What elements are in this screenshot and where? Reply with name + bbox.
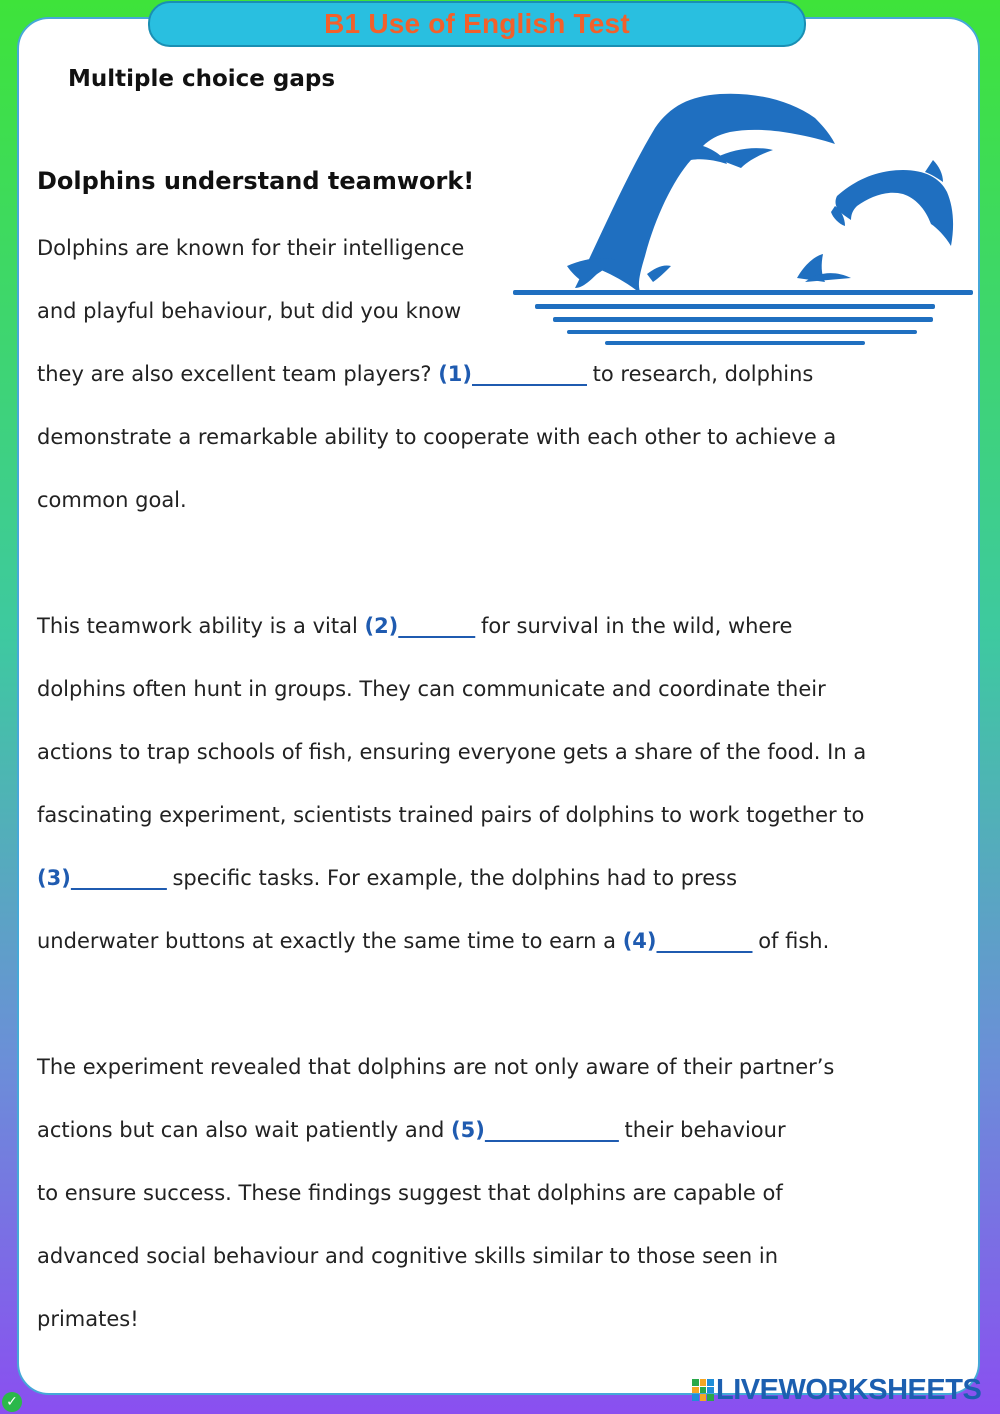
article-line xyxy=(37,614,792,638)
line-text: fascinating experiment, scientists trained pairs of dolphins to work together to xyxy=(37,803,865,827)
line-text: their behaviour xyxy=(617,1118,786,1142)
article-line xyxy=(37,425,836,449)
line-text: The experiment revealed that dolphins are not only aware of their partner’s xyxy=(37,1055,835,1079)
article-line xyxy=(37,1307,139,1331)
line-text: Dolphins are known for their intelligence xyxy=(37,236,465,260)
line-text: advanced social behaviour and cognitive skills similar to those seen in xyxy=(37,1244,779,1268)
article-heading: Dolphins understand teamwork! xyxy=(37,167,475,195)
gap-number: (4) xyxy=(622,929,657,953)
gap-answer-field[interactable]: __________ xyxy=(656,929,752,953)
line-text: of fish. xyxy=(751,929,830,953)
line-text: actions but can also wait patiently and xyxy=(37,1118,452,1142)
line-text: specific tasks. For example, the dolphins had to press xyxy=(165,866,738,890)
article-line xyxy=(37,236,464,260)
article-line xyxy=(37,1055,834,1079)
gap-answer-field[interactable]: ____________ xyxy=(472,362,586,386)
check-circle-icon: ✓ xyxy=(2,1392,22,1412)
article-line xyxy=(37,1181,783,1205)
article-line xyxy=(37,929,829,953)
logo-grid-icon xyxy=(692,1379,714,1401)
line-text: they are also excellent team players? xyxy=(37,362,439,386)
article-line xyxy=(37,299,461,323)
line-text: primates! xyxy=(37,1307,139,1331)
line-text: This teamwork ability is a vital xyxy=(37,614,365,638)
line-text: dolphins often hunt in groups. They can communicate and coordinate their xyxy=(37,677,826,701)
liveworksheets-logo xyxy=(692,1372,981,1408)
gap-answer-field[interactable]: ______________ xyxy=(484,1118,618,1142)
line-text: to ensure success. These findings suggest that dolphins are capable of xyxy=(37,1181,783,1205)
gap-number: (5) xyxy=(451,1118,485,1142)
article-line xyxy=(37,803,864,827)
line-text: underwater buttons at exactly the same time to earn a xyxy=(37,929,623,953)
line-text: actions to trap schools of fish, ensuring everyone gets a share of the food. In a xyxy=(37,740,867,764)
article-line xyxy=(37,740,866,764)
line-text: demonstrate a remarkable ability to cooperate with each other to achieve a xyxy=(37,425,837,449)
article-line xyxy=(37,488,187,512)
gap-number: (2) xyxy=(364,614,399,638)
gap-answer-field[interactable]: __________ xyxy=(70,866,166,890)
line-text: to research, dolphins xyxy=(586,362,814,386)
article-line xyxy=(37,362,813,386)
article-line xyxy=(37,677,826,701)
dolphins-jumping-icon xyxy=(505,88,980,353)
line-text: and playful behaviour, but did you know xyxy=(37,299,462,323)
article-line xyxy=(37,866,737,890)
title-banner: B1 Use of English Test xyxy=(148,1,806,47)
line-text: for survival in the wild, where xyxy=(474,614,793,638)
gap-number: (1) xyxy=(438,362,472,386)
article-line xyxy=(37,1244,778,1268)
brand-name: LIVEWORKSHEETS xyxy=(716,1373,982,1406)
article-line xyxy=(37,1118,786,1142)
page-subtitle: Multiple choice gaps xyxy=(68,66,336,92)
gap-number: (3) xyxy=(37,866,71,890)
gap-answer-field[interactable]: ________ xyxy=(398,614,475,638)
line-text: common goal. xyxy=(37,488,187,512)
